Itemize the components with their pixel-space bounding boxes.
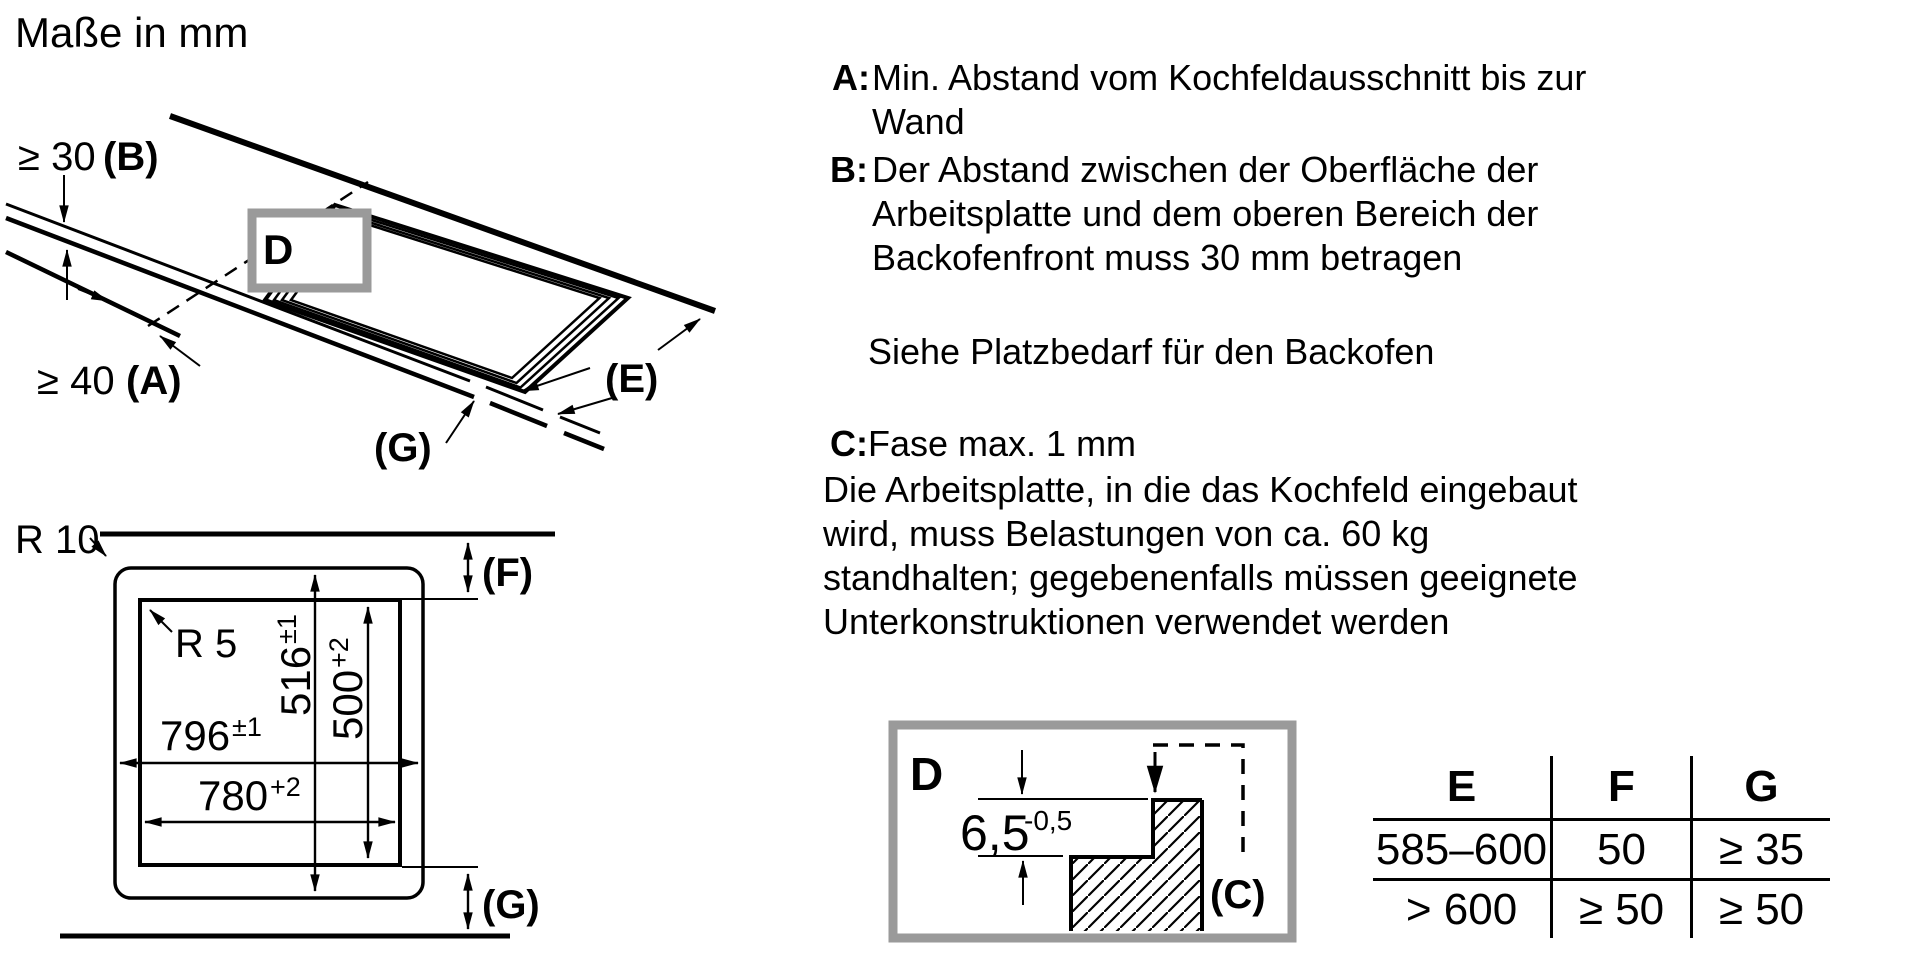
detail-d-callout-label: D [263, 226, 294, 273]
legend-b-label: B: [830, 149, 868, 190]
svg-text:+2: +2 [324, 637, 354, 668]
legend-a-line1: Min. Abstand vom Kochfeldausschnitt bis zur [872, 57, 1587, 98]
table-header-e: E [1373, 756, 1550, 821]
ref-e-arrow-edge-1 [522, 368, 590, 391]
dim-a-value: ≥ 40 [37, 359, 115, 403]
svg-text:+2: +2 [270, 772, 301, 802]
legend-a-label: A: [832, 57, 870, 98]
svg-text:±1: ±1 [272, 614, 302, 644]
table-cell-r1-e: 585–600 [1373, 821, 1550, 881]
svg-text:796: 796 [160, 712, 231, 759]
detail-d-dim-value: 6,5 [960, 805, 1030, 861]
table-header-g: G [1690, 756, 1830, 821]
dim-516-label [272, 614, 319, 716]
svg-text:516: 516 [272, 645, 319, 716]
table-cell-r2-f: ≥ 50 [1550, 881, 1690, 938]
legend-b-line3: Backofenfront muss 30 mm betragen [872, 237, 1463, 278]
legend-a-line2: Wand [872, 101, 965, 142]
table-cell-r1-g: ≥ 35 [1690, 821, 1830, 881]
detail-d-drawing [893, 725, 1292, 938]
svg-text:500: 500 [324, 669, 371, 740]
svg-text:780: 780 [198, 772, 269, 819]
dim-500-label [324, 637, 371, 740]
legend-c-para4: Unterkonstruktionen verwendet werden [823, 601, 1450, 642]
dim-a-arrow-1 [78, 289, 108, 301]
ref-g-label: (G) [374, 426, 432, 470]
ref-f-label: (F) [482, 551, 534, 595]
page-title: Maße in mm [15, 9, 249, 56]
legend-c-para3: standhalten; gegebenenfalls müssen geeignete [823, 557, 1578, 598]
dim-780-label [198, 772, 301, 819]
legend-c-para1: Die Arbeitsplatte, in die das Kochfeld eingebaut [823, 469, 1578, 510]
radius-outer-label: R 10 [15, 518, 100, 562]
dim-b-value: ≥ 30 [18, 135, 96, 179]
ref-e-arrow-edge-2 [558, 398, 612, 414]
svg-text:±1: ±1 [232, 712, 262, 742]
dim-b-ref: (B) [103, 135, 159, 179]
plan-view-drawing [15, 518, 555, 936]
legend-b-line2: Arbeitsplatte und dem oberen Bereich der [872, 193, 1539, 234]
dim-796-label [160, 712, 262, 759]
detail-d-marker: D [910, 748, 944, 800]
ref-c-label: (C) [1210, 873, 1266, 917]
iso-worktop-drawing [6, 116, 715, 470]
legend-note: Siehe Platzbedarf für den Backofen [868, 331, 1435, 372]
ref-e-label: (E) [605, 357, 659, 401]
table-cell-r2-g: ≥ 50 [1690, 881, 1830, 938]
ref-g-arrow [446, 401, 474, 443]
legend-b-line1: Der Abstand zwischen der Oberfläche der [872, 149, 1539, 190]
table-cell-r1-f: 50 [1550, 821, 1690, 881]
radius-inner-arrow [150, 610, 172, 632]
legend-c-label: C: [830, 423, 868, 464]
ref-g-label-plan: (G) [482, 883, 540, 927]
clearance-table [1373, 756, 1830, 938]
legend-c-line1: Fase max. 1 mm [868, 423, 1137, 464]
ref-e-arrow-wall [658, 319, 700, 350]
dim-a-ref: (A) [126, 359, 182, 403]
table-cell-r2-e: > 600 [1405, 884, 1518, 934]
table-header-f: F [1550, 756, 1690, 821]
radius-inner-label: R 5 [175, 622, 238, 666]
legend-c-para2: wird, muss Belastungen von ca. 60 kg [823, 513, 1430, 554]
detail-d-dim-tol: -0,5 [1024, 805, 1073, 836]
